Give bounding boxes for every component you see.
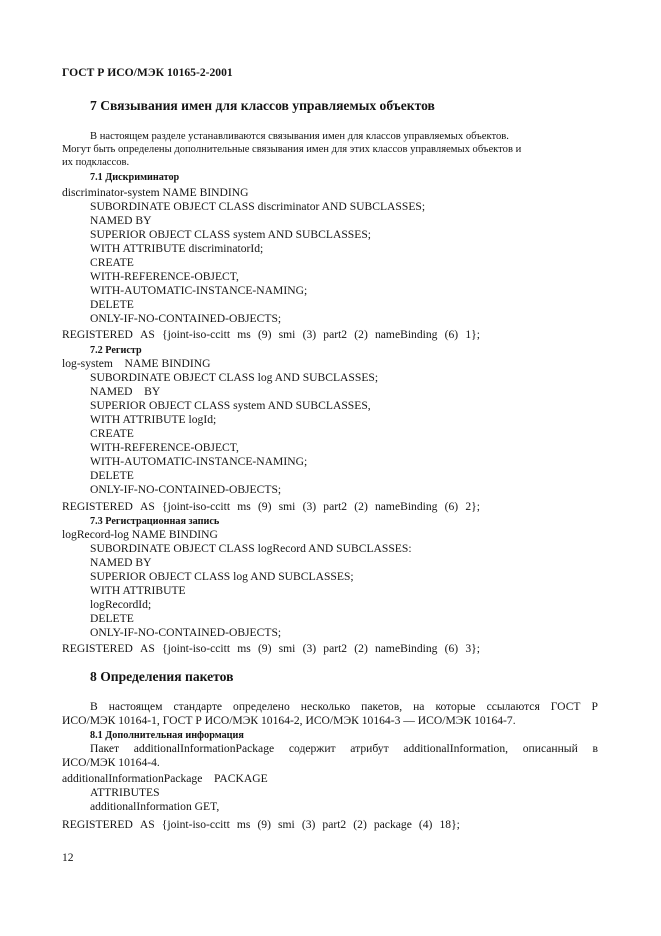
code-line: ATTRIBUTES xyxy=(90,786,160,799)
token: 18}; xyxy=(439,818,460,831)
code-line: ONLY-IF-NO-CONTAINED-OBJECTS; xyxy=(90,312,282,325)
code-line: DELETE xyxy=(90,298,134,311)
token: {joint-iso-ccitt xyxy=(161,818,230,831)
token: (9) xyxy=(257,642,272,655)
token: (3) xyxy=(301,818,316,831)
token: ms xyxy=(236,818,251,831)
token: nameBinding xyxy=(374,500,438,513)
section-8-heading: 8 Определения пакетов xyxy=(90,669,234,684)
token: (9) xyxy=(257,500,272,513)
code-line: WITH-AUTOMATIC-INSTANCE-NAMING; xyxy=(90,455,308,468)
token: (3) xyxy=(302,642,317,655)
word: описанный xyxy=(522,742,578,755)
code-line: ONLY-IF-NO-CONTAINED-OBJECTS; xyxy=(90,626,282,639)
code-line: DELETE xyxy=(90,469,134,482)
token: (4) xyxy=(418,818,433,831)
token: REGISTERED xyxy=(62,500,133,513)
code-line: CREATE xyxy=(90,427,134,440)
subsection-8-1-heading: 8.1 Дополнительная информация xyxy=(90,730,244,741)
code-line: SUBORDINATE OBJECT CLASS log AND SUBCLASSES; xyxy=(90,371,379,384)
code-line: NAMED BY xyxy=(90,385,161,398)
word: настоящем xyxy=(108,700,163,713)
token: smi xyxy=(278,328,296,341)
word: ГОСТ xyxy=(550,700,581,713)
token: (2) xyxy=(353,818,367,831)
code-line: SUBORDINATE OBJECT CLASS logRecord AND SUBCLASSES: xyxy=(90,542,412,555)
token: AS xyxy=(140,328,155,341)
word: определено xyxy=(233,700,290,713)
token: 3}; xyxy=(465,642,480,655)
registered-line-8-1 xyxy=(62,818,460,832)
code-line: logRecord-log NAME BINDING xyxy=(62,528,218,541)
word: additionalInformationPackage xyxy=(133,742,275,755)
code-line: logRecordId; xyxy=(90,598,152,611)
token: (2) xyxy=(354,642,368,655)
word: additionalInformation, xyxy=(403,742,509,755)
word: В xyxy=(90,700,98,713)
token: smi xyxy=(278,642,296,655)
token: (6) xyxy=(444,500,459,513)
token: {joint-iso-ccitt xyxy=(162,642,231,655)
section-7-intro-line-1: В настоящем разделе устанавливаются связывания имен для классов управляемых объектов. xyxy=(90,131,509,142)
section-8-intro-line-1 xyxy=(90,700,598,714)
token: (9) xyxy=(257,818,271,831)
code-line: NAMED BY xyxy=(90,214,152,227)
section-7-intro-line-2: Могут быть определены дополнительные связывания имен для этих классов управляемых объектов и xyxy=(62,144,522,155)
code-line: log-system NAME BINDING xyxy=(62,357,211,370)
subsection-7-2-heading: 7.2 Регистр xyxy=(90,345,142,356)
code-line: WITH ATTRIBUTE logId; xyxy=(90,413,217,426)
code-line: discriminator-system NAME BINDING xyxy=(62,186,249,199)
token: (3) xyxy=(302,500,317,513)
token: nameBinding xyxy=(374,642,438,655)
subsection-7-3-heading: 7.3 Регистрационная запись xyxy=(90,516,220,527)
code-line: NAMED BY xyxy=(90,556,152,569)
token: AS xyxy=(139,818,155,831)
word: несколько xyxy=(300,700,351,713)
code-line: WITH-AUTOMATIC-INSTANCE-NAMING; xyxy=(90,284,308,297)
code-line: WITH ATTRIBUTE discriminatorId; xyxy=(90,242,264,255)
page-number: 12 xyxy=(62,851,74,864)
word: ссылаются xyxy=(486,700,540,713)
code-line: CREATE xyxy=(90,256,134,269)
word: Р xyxy=(591,700,598,713)
code-line: additionalInformationPackage PACKAGE xyxy=(62,772,268,785)
token: {joint-iso-ccitt xyxy=(162,500,231,513)
word: стандарте xyxy=(173,700,223,713)
token: REGISTERED xyxy=(62,642,133,655)
token: ms xyxy=(237,500,251,513)
section-7-heading: 7 Связывания имен для классов управляемых объектов xyxy=(90,98,435,113)
token: ms xyxy=(237,328,251,341)
token: part2 xyxy=(323,328,348,341)
code-line: SUPERIOR OBJECT CLASS system AND SUBCLASSES, xyxy=(90,399,371,412)
token: part2 xyxy=(323,642,348,655)
code-line: SUPERIOR OBJECT CLASS system AND SUBCLASSES; xyxy=(90,228,372,241)
token: smi xyxy=(278,500,296,513)
registered-line-7-1 xyxy=(62,328,480,342)
token: 2}; xyxy=(465,500,480,513)
running-header: ГОСТ Р ИСО/МЭК 10165-2-2001 xyxy=(62,66,233,79)
token: AS xyxy=(140,642,155,655)
token: (6) xyxy=(444,642,459,655)
subsection-8-1-desc-line-2: ИСО/МЭК 10164-4. xyxy=(62,756,160,769)
word: в xyxy=(592,742,598,755)
token: (2) xyxy=(354,328,368,341)
code-line: additionalInformation GET, xyxy=(90,800,220,813)
code-line: WITH ATTRIBUTE xyxy=(90,584,186,597)
word: которые xyxy=(435,700,476,713)
token: REGISTERED xyxy=(62,818,133,831)
word: пакетов, xyxy=(361,700,403,713)
token: AS xyxy=(140,500,155,513)
section-8-intro-line-2: ИСО/МЭК 10164-1, ГОСТ Р ИСО/МЭК 10164-2, ИСО/МЭК 10164-3 — ИСО/МЭК 10164-7. xyxy=(62,714,516,727)
code-line: SUBORDINATE OBJECT CLASS discriminator AND SUBCLASSES; xyxy=(90,200,426,213)
code-line: SUPERIOR OBJECT CLASS log AND SUBCLASSES; xyxy=(90,570,354,583)
token: ms xyxy=(237,642,251,655)
token: (6) xyxy=(444,328,459,341)
word: на xyxy=(413,700,425,713)
token: 1}; xyxy=(465,328,480,341)
section-7-intro-line-3: их подклассов. xyxy=(62,157,130,168)
word: атрибут xyxy=(350,742,389,755)
word: Пакет xyxy=(90,742,120,755)
registered-line-7-3 xyxy=(62,642,480,656)
token: package xyxy=(373,818,412,831)
code-line: WITH-REFERENCE-OBJECT, xyxy=(90,441,239,454)
token: REGISTERED xyxy=(62,328,133,341)
token: nameBinding xyxy=(374,328,438,341)
token: {joint-iso-ccitt xyxy=(162,328,231,341)
token: (3) xyxy=(302,328,317,341)
code-line: ONLY-IF-NO-CONTAINED-OBJECTS; xyxy=(90,483,282,496)
token: (9) xyxy=(257,328,272,341)
code-line: DELETE xyxy=(90,612,134,625)
token: (2) xyxy=(354,500,368,513)
token: smi xyxy=(278,818,295,831)
token: part2 xyxy=(322,818,347,831)
code-line: WITH-REFERENCE-OBJECT, xyxy=(90,270,239,283)
subsection-7-1-heading: 7.1 Дискриминатор xyxy=(90,172,180,183)
word: содержит xyxy=(288,742,336,755)
registered-line-7-2 xyxy=(62,500,480,514)
token: part2 xyxy=(323,500,348,513)
subsection-8-1-desc-line-1 xyxy=(90,742,598,756)
